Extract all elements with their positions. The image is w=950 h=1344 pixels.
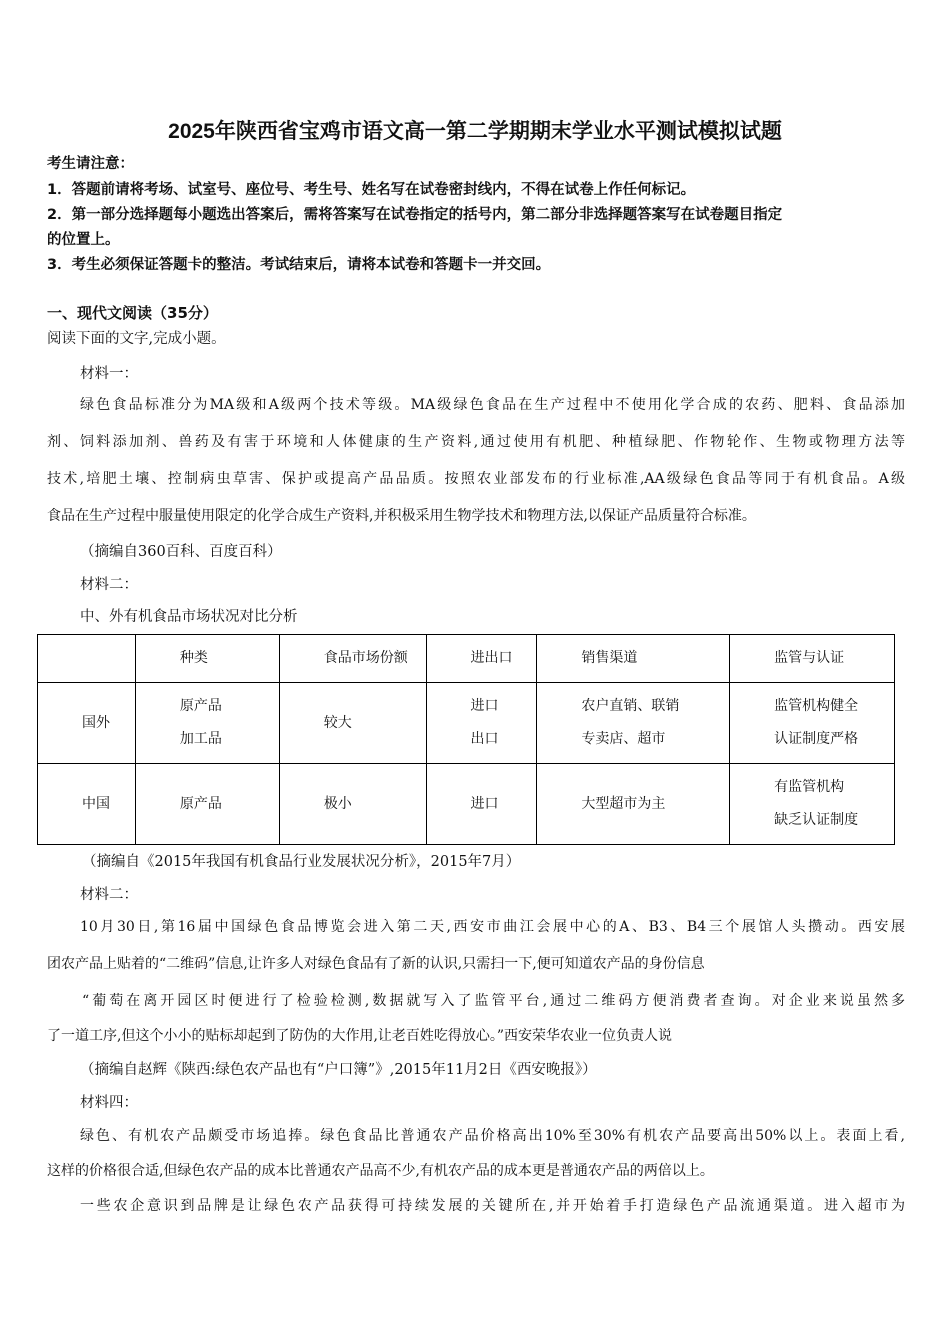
paragraph-line: 一些农企意识到品牌是让绿色农产品获得可持续发展的关键所在,并开始着手打造绿色产品流通渠道。进入超市为 (80, 1198, 905, 1214)
table-cell: 国外 (38, 683, 136, 764)
material-label: 材料四： (80, 1095, 138, 1111)
table-cell: 有监管机构 缺乏认证制度 (730, 764, 895, 845)
table-cell: 农户直销、联销 专卖店、超市 (537, 683, 730, 764)
section-intro: 阅读下面的文字,完成小题。 (47, 331, 226, 347)
notice-item: 1．答题前请将考场、试室号、座位号、考生号、姓名写在试卷密封线内，不得在试卷上作任何标记。 (47, 182, 696, 198)
table-caption: 中、外有机食品市场状况对比分析 (80, 609, 298, 625)
paragraph-line: “葡萄在离开园区时便进行了检验检测,数据就写入了监管平台,通过二维码方便消费者查询。对企业来说虽然多 (82, 993, 905, 1009)
paragraph-line: 剂、饲料添加剂、兽药及有害于环境和人体健康的生产资料,通过使用有机肥、种植绿肥、作物轮作、生物或物理方法等 (47, 434, 905, 450)
notice-item: 3．考生必须保证答题卡的整洁。考试结束后，请将本试卷和答题卡一并交回。 (47, 257, 551, 273)
paragraph-line: 绿色、有机农产品颇受市场追捧。绿色食品比普通农产品价格高出10%至30%有机农产品要高出50%以上。表面上看, (80, 1128, 905, 1144)
paragraph-line: 这样的价格很合适,但绿色农产品的成本比普通农产品高不少,有机农产品的成本更是普通农产品的两倍以上。 (47, 1163, 714, 1179)
section-heading: 一、现代文阅读（35分） (47, 304, 218, 322)
paragraph-line: 技术,培肥土壤、控制病虫草害、保护或提高产品品质。按照农业部发布的行业标准,AA级绿色食品等同于有机食品。A级 (47, 471, 905, 487)
notice-item: 的位置上。 (47, 232, 120, 248)
comparison-table (37, 634, 895, 845)
table-header-cell: 监管与认证 (730, 635, 895, 683)
exam-title: 2025年陕西省宝鸡市语文高一第二学期期末学业水平测试模拟试题 (168, 120, 782, 143)
paragraph-line: 绿色食品标准分为MA级和A级两个技术等级。MA级绿色食品在生产过程中不使用化学合成的农药、肥料、食品添加 (80, 397, 905, 413)
material-label: 材料一： (80, 366, 138, 382)
paragraph-line: 10月30日,第16届中国绿色食品博览会进入第二天,西安市曲江会展中心的A、B3、B4三个展馆人头攒动。西安展 (80, 919, 905, 935)
table-cell: 原产品 加工品 (135, 683, 279, 764)
table-cell: 监管机构健全 认证制度严格 (730, 683, 895, 764)
table-cell: 中国 (38, 764, 136, 845)
table-header-cell (38, 635, 136, 683)
paragraph-line: 团农产品上贴着的“二维码”信息,让许多人对绿色食品有了新的认识,只需扫一下,便可知道农产品的身份信息 (47, 956, 705, 972)
table-cell: 较大 (279, 683, 426, 764)
table-header-cell: 食品市场份额 (279, 635, 426, 683)
table-cell: 原产品 (135, 764, 279, 845)
table-header-cell: 种类 (135, 635, 279, 683)
table-header-cell: 进出口 (426, 635, 537, 683)
table-header-cell: 销售渠道 (537, 635, 730, 683)
material-label: 材料二： (80, 577, 138, 593)
table-cell: 进口 (426, 764, 537, 845)
paragraph-line: 食品在生产过程中服量使用限定的化学合成生产资料,并积极采用生物学技术和物理方法,以保证产品质量符合标准。 (47, 508, 756, 524)
notice-item: 2．第一部分选择题每小题选出答案后，需将答案写在试卷指定的括号内，第二部分非选择题答案写在试卷题目指定 (47, 207, 783, 223)
paragraph-line: 了一道工序,但这个小小的贴标却起到了防伪的大作用,让老百姓吃得放心。”西安荣华农业一位负责人说 (47, 1028, 673, 1044)
table-cell: 极小 (279, 764, 426, 845)
table-header-row (38, 635, 895, 683)
table-cell: 大型超市为主 (537, 764, 730, 845)
table-row (38, 683, 895, 764)
source-citation: （摘编自赵辉《陕西:绿色农产品也有“户口簿”》,2015年11月2日《西安晚报》） (80, 1062, 597, 1078)
source-citation: （摘编自360百科、百度百科） (80, 544, 282, 560)
material-label: 材料二： (80, 887, 138, 903)
table-cell: 进口 出口 (426, 683, 537, 764)
notice-heading: 考生请注意： (47, 156, 134, 172)
source-citation: （摘编自《2015年我国有机食品行业发展状况分析》，2015年7月） (82, 854, 521, 870)
table-row (38, 764, 895, 845)
